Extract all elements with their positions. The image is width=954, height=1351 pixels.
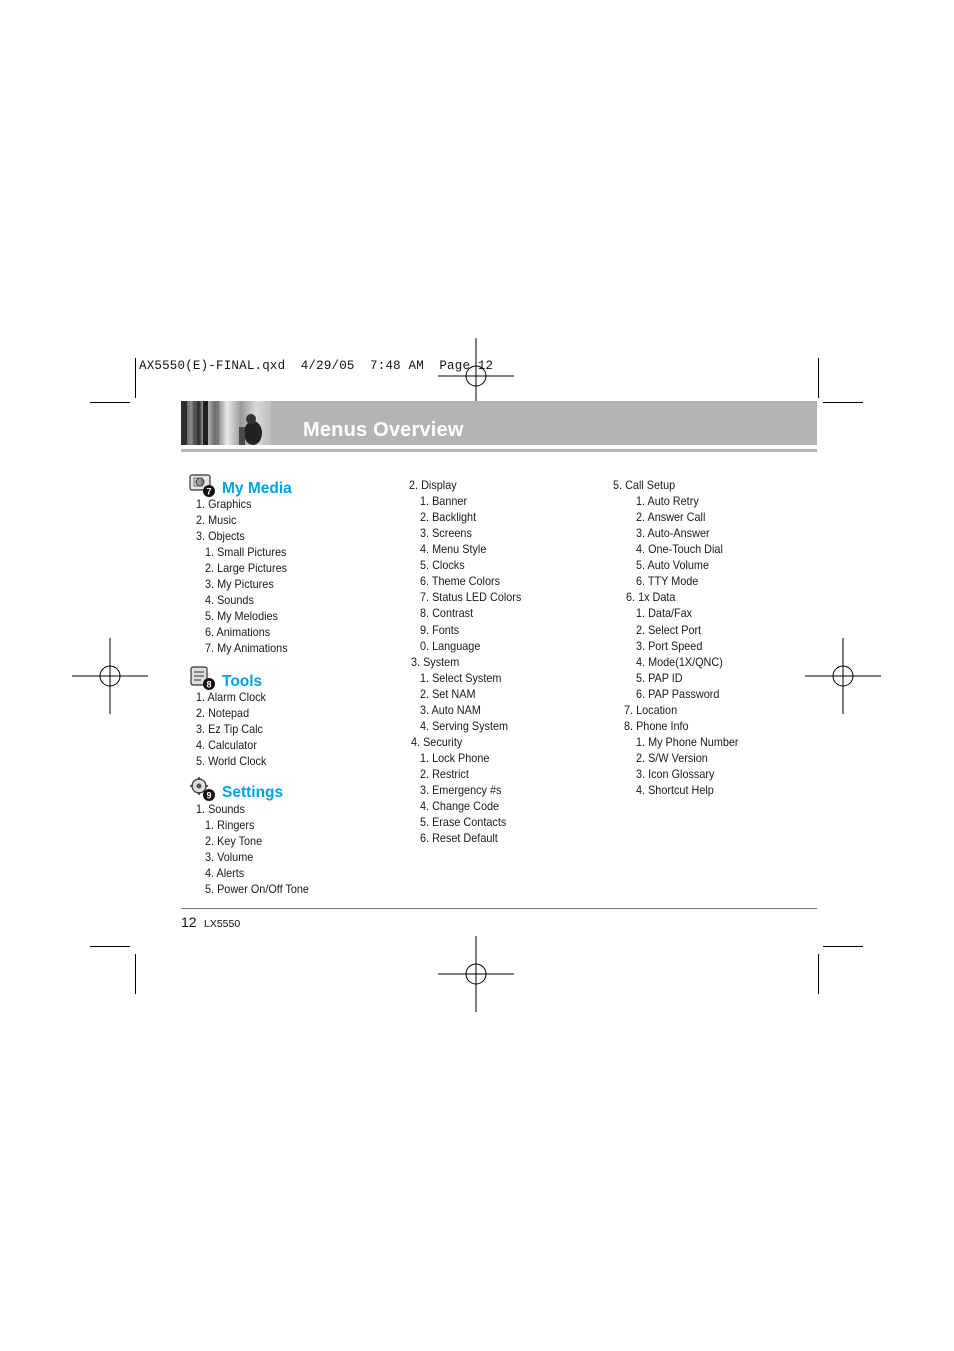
page-number: 12 bbox=[181, 914, 197, 930]
submenu-item: 5. Power On/Off Tone bbox=[205, 882, 309, 896]
submenu-item: 3. Auto-Answer bbox=[636, 526, 710, 540]
submenu-item: 3. My Pictures bbox=[205, 577, 274, 591]
header-divider bbox=[181, 449, 817, 452]
header-bar bbox=[181, 401, 817, 445]
menu-item: 2. Notepad bbox=[196, 706, 250, 720]
submenu-item: 4. Shortcut Help bbox=[636, 783, 714, 797]
submenu-item: 5. My Melodies bbox=[205, 609, 278, 623]
menu-item: 5. Call Setup bbox=[613, 478, 676, 492]
submenu-item: 0. Language bbox=[420, 639, 481, 653]
model-label: LX5550 bbox=[204, 918, 241, 930]
submenu-item: 2. Set NAM bbox=[420, 687, 476, 701]
person-photo-icon bbox=[181, 401, 271, 445]
registration-mark-icon bbox=[72, 638, 148, 714]
section-header bbox=[188, 665, 262, 691]
crop-mark bbox=[90, 946, 130, 947]
submenu-item: 2. Key Tone bbox=[205, 834, 263, 848]
section-header bbox=[188, 472, 292, 498]
menu-item: 1. Sounds bbox=[196, 802, 245, 816]
submenu-item: 6. Animations bbox=[205, 625, 271, 639]
submenu-item: 4. Mode(1X/QNC) bbox=[636, 655, 723, 669]
submenu-item: 8. Contrast bbox=[420, 606, 474, 620]
submenu-item: 1. Data/Fax bbox=[636, 606, 693, 620]
submenu-item: 5. Clocks bbox=[420, 558, 465, 572]
submenu-item: 5. Erase Contacts bbox=[420, 815, 507, 829]
submenu-item: 4. Sounds bbox=[205, 593, 254, 607]
crop-mark bbox=[823, 946, 863, 947]
submenu-item: 1. My Phone Number bbox=[636, 735, 739, 749]
footer-divider bbox=[181, 908, 817, 909]
menu-item: 7. Location bbox=[624, 703, 678, 717]
submenu-item: 5. PAP ID bbox=[636, 671, 683, 685]
submenu-item: 6. Theme Colors bbox=[420, 574, 501, 588]
menu-item: 6. 1x Data bbox=[626, 590, 676, 604]
submenu-item: 3. Icon Glossary bbox=[636, 767, 715, 781]
submenu-item: 4. Alerts bbox=[205, 866, 245, 880]
submenu-item: 3. Screens bbox=[420, 526, 472, 540]
section-title: My Media bbox=[222, 480, 292, 497]
submenu-item: 4. Menu Style bbox=[420, 542, 487, 556]
crop-mark bbox=[823, 402, 863, 403]
page-title: Menus Overview bbox=[303, 419, 464, 441]
submenu-item: 2. Select Port bbox=[636, 623, 702, 637]
menu-item: 1. Graphics bbox=[196, 497, 252, 511]
submenu-item: 6. Reset Default bbox=[420, 831, 498, 845]
settings-icon bbox=[188, 776, 218, 802]
menu-item: 3. System bbox=[411, 655, 460, 669]
submenu-item: 4. Serving System bbox=[420, 719, 509, 733]
submenu-item: 7. Status LED Colors bbox=[420, 590, 522, 604]
submenu-item: 1. Lock Phone bbox=[420, 751, 490, 765]
submenu-item: 1. Banner bbox=[420, 494, 468, 508]
submenu-item: 2. Restrict bbox=[420, 767, 469, 781]
crop-mark bbox=[135, 954, 136, 994]
registration-mark-icon bbox=[805, 638, 881, 714]
submenu-item: 7. My Animations bbox=[205, 641, 288, 655]
submenu-item: 1. Ringers bbox=[205, 818, 255, 832]
header-photo bbox=[181, 401, 271, 445]
submenu-item: 1. Select System bbox=[420, 671, 502, 685]
submenu-item: 1. Auto Retry bbox=[636, 494, 699, 508]
submenu-item: 2. Answer Call bbox=[636, 510, 706, 524]
submenu-item: 9. Fonts bbox=[420, 623, 460, 637]
section-title: Settings bbox=[222, 784, 284, 801]
submenu-item: 3. Port Speed bbox=[636, 639, 703, 653]
svg-text:7: 7 bbox=[206, 486, 212, 497]
section-title: Tools bbox=[222, 673, 263, 690]
menu-item: 2. Music bbox=[196, 513, 237, 527]
submenu-item: 4. One-Touch Dial bbox=[636, 542, 723, 556]
crop-mark bbox=[90, 402, 130, 403]
submenu-item: 6. TTY Mode bbox=[636, 574, 699, 588]
submenu-item: 2. Large Pictures bbox=[205, 561, 288, 575]
registration-mark-icon bbox=[438, 936, 514, 1012]
menu-item: 4. Calculator bbox=[196, 738, 257, 752]
menu-item: 2. Display bbox=[409, 478, 457, 492]
submenu-item: 3. Volume bbox=[205, 850, 254, 864]
menu-item: 4. Security bbox=[411, 735, 463, 749]
menu-item: 3. Objects bbox=[196, 529, 245, 543]
menu-item: 8. Phone Info bbox=[624, 719, 689, 733]
crop-mark bbox=[135, 358, 136, 398]
section-header bbox=[188, 776, 283, 802]
crop-mark bbox=[818, 954, 819, 994]
svg-text:8: 8 bbox=[206, 679, 212, 690]
submenu-item: 2. S/W Version bbox=[636, 751, 708, 765]
print-slug: AX5550(E)-FINAL.qxd 4/29/05 7:48 AM Page 12 bbox=[139, 359, 494, 373]
submenu-item: 2. Backlight bbox=[420, 510, 477, 524]
tools-icon bbox=[188, 665, 218, 691]
crop-mark bbox=[818, 358, 819, 398]
menu-item: 5. World Clock bbox=[196, 754, 267, 768]
submenu-item: 5. Auto Volume bbox=[636, 558, 710, 572]
svg-text:9: 9 bbox=[206, 790, 212, 801]
submenu-item: 3. Auto NAM bbox=[420, 703, 481, 717]
menu-item: 1. Alarm Clock bbox=[196, 690, 266, 704]
menu-item: 3. Ez Tip Calc bbox=[196, 722, 263, 736]
submenu-item: 4. Change Code bbox=[420, 799, 500, 813]
media-icon bbox=[188, 472, 218, 498]
submenu-item: 3. Emergency #s bbox=[420, 783, 502, 797]
submenu-item: 6. PAP Password bbox=[636, 687, 720, 701]
submenu-item: 1. Small Pictures bbox=[205, 545, 287, 559]
